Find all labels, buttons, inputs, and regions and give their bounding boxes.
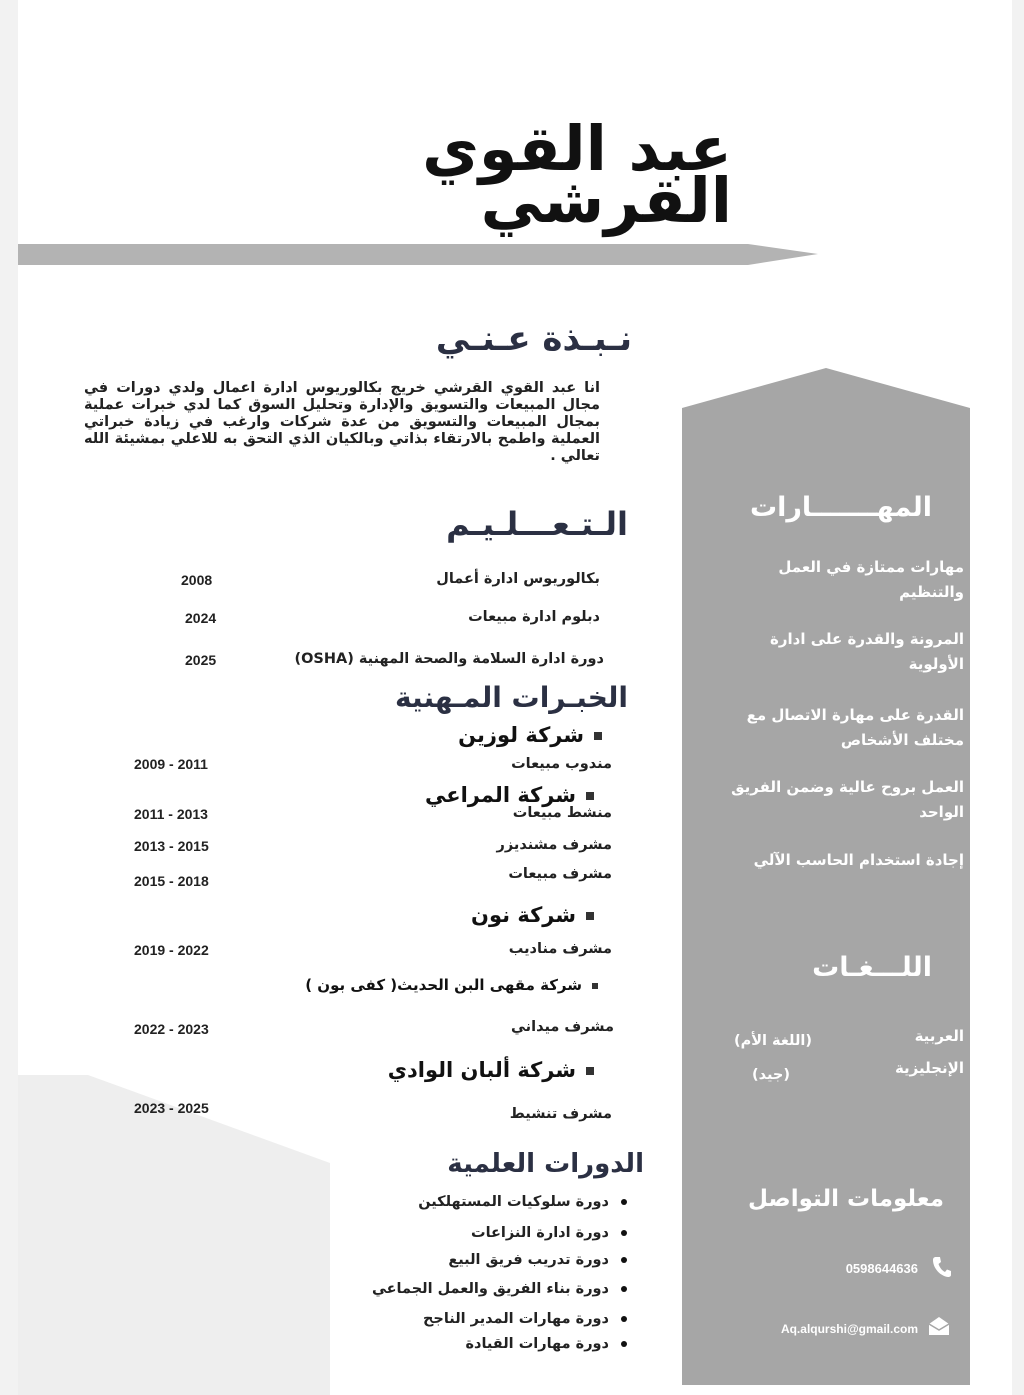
company-name: شركة لوزين [458, 723, 602, 747]
company-name: شركة نون [471, 903, 594, 927]
bullet-icon [621, 1341, 627, 1347]
role-period: 2015 - 2018 [134, 873, 209, 889]
company-name: شركة مقهى البن الحديث( كفى بون ) [305, 976, 598, 994]
role-period: 2009 - 2011 [134, 756, 208, 772]
list-item: دورة سلوكيات المستهلكين [418, 1194, 627, 1210]
header-accent-bar [18, 244, 818, 265]
bullet-icon [621, 1286, 627, 1292]
role-period: 2019 - 2022 [134, 942, 209, 958]
bullet-icon [978, 712, 984, 718]
square-bullet-icon [592, 983, 598, 989]
education-year: 2024 [185, 610, 217, 626]
role-period: 2011 - 2013 [134, 806, 208, 822]
education-title: الـتـعـــلـيـم [446, 505, 628, 543]
role-period: 2022 - 2023 [134, 1021, 209, 1037]
bullet-icon [621, 1230, 627, 1236]
company-name: شركة المراعي [425, 783, 594, 807]
bottom-left-shape [18, 1075, 330, 1395]
experience-title: الخبـرات المـهنية [395, 681, 628, 714]
mail-icon [928, 1316, 950, 1336]
skill-item: مهارات ممتازة في العمل والتنظيم [724, 555, 964, 605]
list-item: دورة مهارات المدير الناجح [423, 1311, 627, 1327]
bullet-icon [978, 636, 984, 642]
about-title: نـبـذة عـنـي [435, 319, 632, 359]
bullet-icon [978, 1065, 984, 1071]
square-bullet-icon [586, 912, 594, 920]
role-title: مشرف مشنديزر [496, 837, 612, 853]
bullet-icon [978, 564, 984, 570]
role-title: منشط مبيعات [512, 805, 612, 821]
languages-title: اللـــغـات [812, 952, 932, 983]
list-item: دورة تدريب فريق البيع [448, 1252, 627, 1268]
resume-page [18, 0, 1012, 1395]
role-title: مندوب مبيعات [511, 756, 612, 772]
language-level: (اللغة الأم) [733, 1033, 812, 1049]
education-item: دورة ادارة السلامة والصحة المهنية (OSHA) [294, 651, 604, 667]
language-level: (جيد) [752, 1067, 790, 1083]
role-period: 2023 - 2025 [134, 1100, 209, 1116]
role-title: مشرف مناديب [508, 941, 612, 957]
phone-number[interactable]: 0598644636 [845, 1261, 918, 1276]
language-item: الإنجليزية [874, 1056, 964, 1081]
contact-title: معلومات التواصل [748, 1186, 944, 1212]
about-text: انا عبد القوي القرشي خريج بكالوريوس ادارة اعمال ولدي دورات في مجال المبيعات والتسويق والإدارة وتحليل السوق كما لدي خبرات عملية بمجال المبيعات والتسويق من عدة شركات وارغب في زيادة خبراتي العملية واطمح بالارتقاء بذاتي وبالكيان الذي التحق به للاعلي بمشيئة الله تعالي . [84, 380, 600, 464]
skill-item: القدرة على مهارة الاتصال مع مختلف الأشخاص [724, 703, 964, 753]
role-title: مشرف مبيعات [508, 866, 612, 882]
education-item: بكالوريوس ادارة أعمال [436, 571, 600, 587]
education-year: 2025 [185, 652, 217, 668]
list-item: دورة ادارة النزاعات [471, 1225, 627, 1241]
list-item: دورة مهارات القيادة [465, 1336, 627, 1352]
bullet-icon [621, 1316, 627, 1322]
language-item: العربية [874, 1024, 964, 1049]
bullet-icon [978, 784, 984, 790]
bullet-icon [621, 1199, 627, 1205]
courses-title: الدورات العلمية [447, 1149, 644, 1179]
education-item: دبلوم ادارة مبيعات [468, 609, 600, 625]
role-title: مشرف تنشيط [509, 1106, 612, 1122]
education-year: 2008 [181, 572, 213, 588]
bullet-icon [978, 857, 984, 863]
bullet-icon [978, 1033, 984, 1039]
square-bullet-icon [586, 1067, 594, 1075]
name-last: القرشي [480, 164, 732, 237]
email-address[interactable]: Aq.alqurshi@gmail.com [780, 1322, 918, 1336]
square-bullet-icon [586, 792, 594, 800]
skill-item: المرونة والقدرة على ادارة الأولوية [724, 627, 964, 677]
square-bullet-icon [594, 732, 602, 740]
skill-item: إجادة استخدام الحاسب الآلي [724, 848, 964, 873]
role-period: 2013 - 2015 [134, 838, 209, 854]
name-first: عبد القوي [422, 112, 732, 185]
skills-title: المهـــــــارات [750, 492, 932, 523]
company-name: شركة ألبان الوادي [388, 1058, 594, 1082]
phone-icon [932, 1256, 952, 1278]
list-item: دورة بناء الفريق والعمل الجماعي [372, 1281, 627, 1297]
skill-item: العمل بروح عالية وضمن الفريق الواحد [724, 775, 964, 825]
role-title: مشرف ميداني [510, 1019, 614, 1035]
bullet-icon [621, 1257, 627, 1263]
